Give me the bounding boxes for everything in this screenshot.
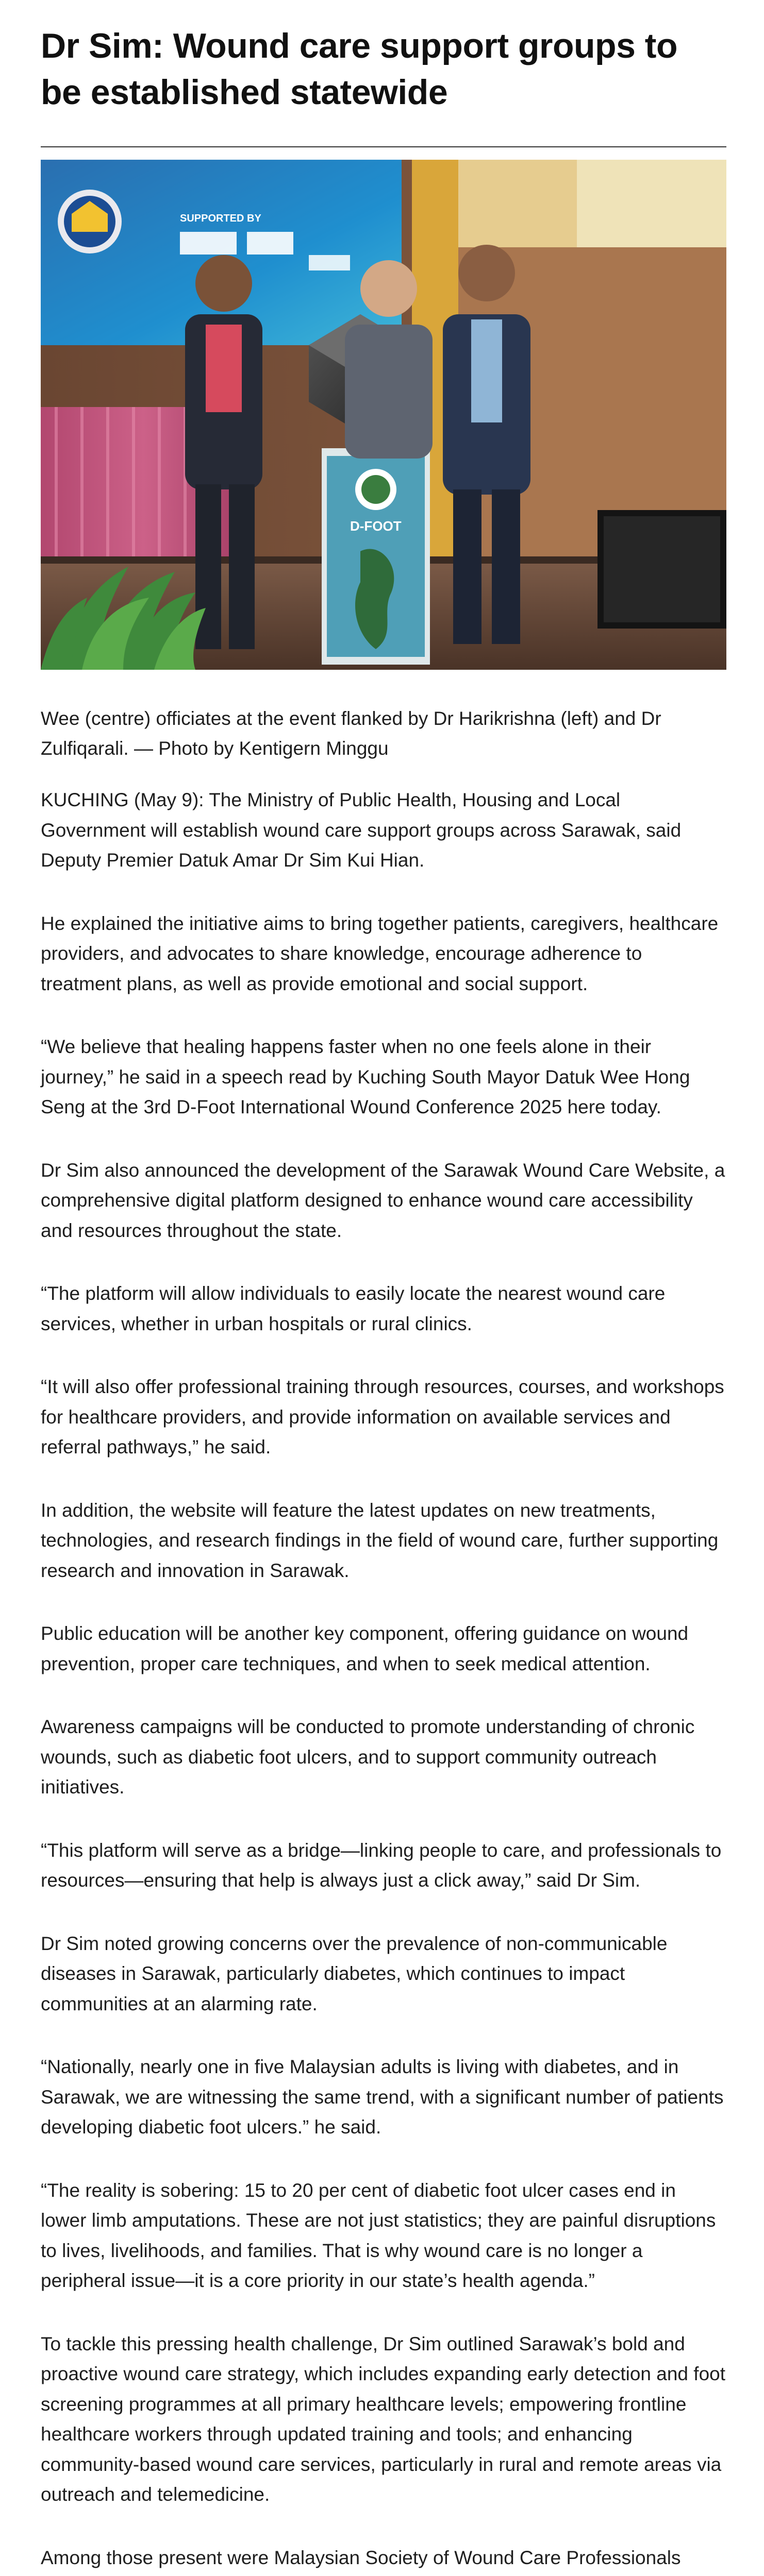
article-paragraph: To tackle this pressing health challenge, Dr Sim outlined Sarawak’s bold and proactive wound care strategy, which includes expanding early detection and foot screening programmes at all primary healthcare levels; empowering frontline healthcare workers through updated training and tools; and enhancing community-based wound care services, particularly in rural and remote areas via outreach and telemedicine. (41, 2333, 726, 2505)
article-paragraph: Dr Sim also announced the development of the Sarawak Wound Care Website, a comprehensive digital platform designed to enhance wound care accessibility and resources throughout the state. (41, 1159, 725, 1241)
article-paragraph: “Nationally, nearly one in five Malaysian adults is living with diabetes, and in Sarawak, we are witnessing the same trend, with a significant number of patients developing diabetic foot ulcers.” he said. (41, 2056, 724, 2138)
article-paragraph: KUCHING (May 9): The Ministry of Public Health, Housing and Local Government will establish wound care support groups across Sarawak, said Deputy Premier Datuk Amar Dr Sim Kui Hian. (41, 789, 682, 871)
article-paragraph: Among those present were Malaysian Society of Wound Care Professionals (41, 2547, 681, 2568)
article-paragraph: Dr Sim noted growing concerns over the prevalence of non-communicable diseases in Sarawak, particularly diabetes, which continues to impact communities at an alarming rate. (41, 1933, 668, 2014)
article-paragraph: “This platform will serve as a bridge—linking people to care, and professionals to resources—ensuring that help is always just a click away,” said Dr Sim. (41, 1839, 722, 1891)
article-paragraph: “We believe that healing happens faster when no one feels alone in their journey,” he said in a speech read by Kuching South Mayor Datuk Wee Hong Seng at the 3rd D-Foot International Wound Conference 2025 here today. (41, 1036, 690, 1117)
svg-text:SUPPORTED BY: SUPPORTED BY (180, 213, 261, 224)
svg-text:D-FOOT: D-FOOT (350, 518, 402, 534)
article-photo[interactable] (41, 160, 726, 670)
article-paragraph: Public education will be another key component, offering guidance on wound prevention, proper care techniques, and when to seek medical attention. (41, 1623, 689, 1674)
article-paragraph: “The platform will allow individuals to easily locate the nearest wound care services, whether in urban hospitals or rural clinics. (41, 1283, 666, 1334)
headline-divider (41, 146, 726, 147)
article (41, 0, 726, 2576)
article-paragraph: “The reality is sobering: 15 to 20 per cent of diabetic foot ulcer cases end in lower limb amputations. These are not just statistics; they are painful disruptions to lives, livelihoods, and families. That is why wound care is no longer a peripheral issue—it is a core priority in our state’s health agenda.” (41, 2179, 716, 2291)
article-headline: Dr Sim: Wound care support groups to be established statewide (41, 26, 677, 112)
article-paragraph: “It will also offer professional training through resources, courses, and workshops for healthcare providers, and provide information on available services and referral pathways,” he said. (41, 1376, 724, 1458)
photo-caption: Wee (centre) officiates at the event flanked by Dr Harikrishna (left) and Dr Zulfiqarali. — Photo by Kentigern Minggu (41, 708, 661, 759)
event-photo-image (41, 160, 726, 670)
article-body (41, 785, 726, 2576)
article-paragraph: Awareness campaigns will be conducted to promote understanding of chronic wounds, such as diabetic foot ulcers, and to support community outreach initiatives. (41, 1716, 695, 1798)
article-paragraph: He explained the initiative aims to bring together patients, caregivers, healthcare providers, and advocates to share knowledge, encourage adherence to treatment plans, as well as provide emotional and social support. (41, 912, 719, 994)
article-paragraph: In addition, the website will feature the latest updates on new treatments, technologies, and research findings in the field of wound care, further supporting research and innovation in Sarawak. (41, 1499, 719, 1581)
